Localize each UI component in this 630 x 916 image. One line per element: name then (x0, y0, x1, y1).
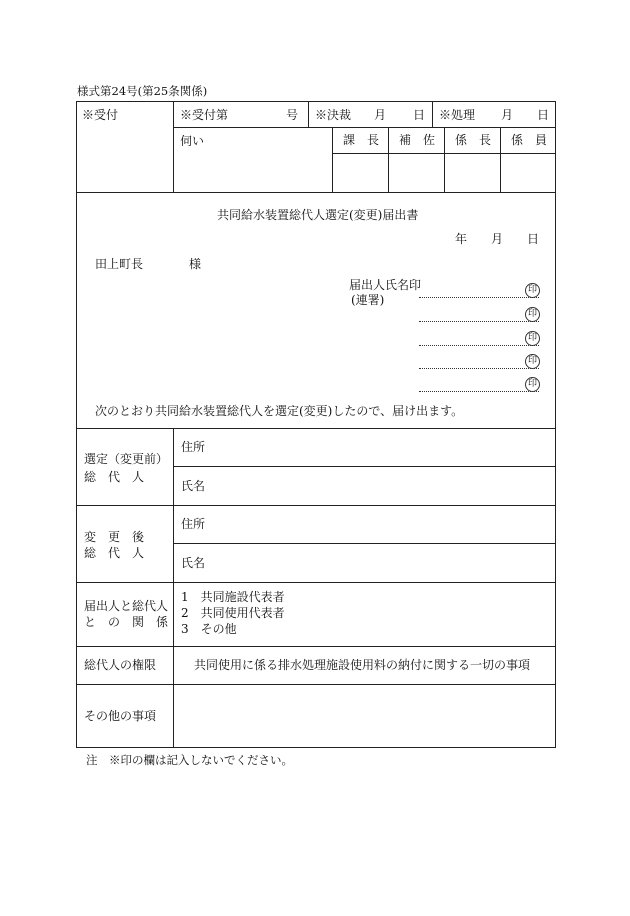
divider (173, 543, 556, 544)
relation-option: 1 共同施設代表者 (181, 590, 285, 604)
divider (388, 127, 389, 192)
decision-day: 日 (413, 108, 426, 122)
before-label-line2: 総 代 人 (84, 470, 145, 484)
inquiry-label: 伺い (180, 134, 205, 148)
after-name-label: 氏名 (181, 556, 206, 570)
divider (77, 646, 556, 647)
divider (77, 505, 556, 506)
footnote: 注 ※印の欄は記入しないでください。 (86, 753, 293, 767)
authority-text: 共同使用に係る排水処理施設使用料の納付に関する一切の事項 (194, 658, 531, 672)
divider (173, 466, 556, 467)
before-name-label: 氏名 (181, 479, 206, 493)
divider (332, 127, 333, 192)
signature-line (419, 368, 539, 369)
seal-mark: 印 (525, 283, 540, 298)
processing-month: 月 (501, 108, 514, 122)
divider (77, 684, 556, 685)
divider (77, 582, 556, 583)
addressee: 田上町長 (95, 257, 144, 271)
joint-signature-label: (連署) (351, 293, 385, 307)
divider (432, 102, 433, 127)
form-number: 様式第24号(第25条関係) (77, 84, 208, 98)
authority-label: 総代人の権限 (84, 658, 157, 672)
divider (444, 127, 445, 192)
date-line: 年 月 日 (455, 232, 540, 246)
signature-line (419, 297, 539, 298)
signature-line (419, 391, 539, 392)
processing-label: ※処理 (439, 108, 476, 122)
signature-line (419, 321, 539, 322)
intro-text: 次のとおり共同給水装置総代人を選定(変更)したので、届け出ます。 (95, 404, 464, 418)
signature-line (419, 345, 539, 346)
divider (77, 192, 556, 193)
number-suffix: 号 (286, 108, 299, 122)
divider (173, 127, 556, 128)
applicant-label: 届出人氏名印 (349, 278, 422, 292)
reception-label: ※受付 (82, 108, 119, 122)
relation-option: 2 共同使用代表者 (181, 606, 285, 620)
divider (308, 102, 309, 127)
seal-mark: 印 (525, 354, 540, 369)
divider (500, 127, 501, 192)
processing-day: 日 (537, 108, 550, 122)
form-title: 共同給水装置総代人選定(変更)届出書 (217, 208, 419, 222)
after-label-line1: 変 更 後 (84, 530, 145, 544)
assistant-label: 補 佐 (399, 133, 436, 147)
seal-mark: 印 (525, 307, 540, 322)
relation-label-line2: と の 関 係 (84, 615, 169, 629)
divider (173, 102, 174, 192)
staff-label: 係 員 (511, 133, 548, 147)
decision-label: ※決裁 (315, 108, 352, 122)
relation-label-line1: 届出人と総代人 (84, 599, 169, 613)
divider (173, 428, 174, 748)
seal-mark: 印 (525, 377, 540, 392)
section-chief-label: 課 長 (343, 133, 380, 147)
honorific: 様 (189, 257, 202, 271)
other-matters-label: その他の事項 (84, 709, 157, 723)
reception-number-label: ※受付第 (180, 108, 229, 122)
seal-mark: 印 (525, 331, 540, 346)
after-address-label: 住所 (181, 517, 206, 531)
before-address-label: 住所 (181, 440, 206, 454)
before-label-line1: 選定（変更前） (84, 452, 169, 466)
decision-month: 月 (374, 108, 387, 122)
subsection-chief-label: 係 長 (455, 133, 492, 147)
divider (77, 428, 556, 429)
relation-option: 3 その他 (181, 622, 237, 636)
application-form (76, 101, 556, 748)
after-label-line2: 総 代 人 (84, 546, 145, 560)
